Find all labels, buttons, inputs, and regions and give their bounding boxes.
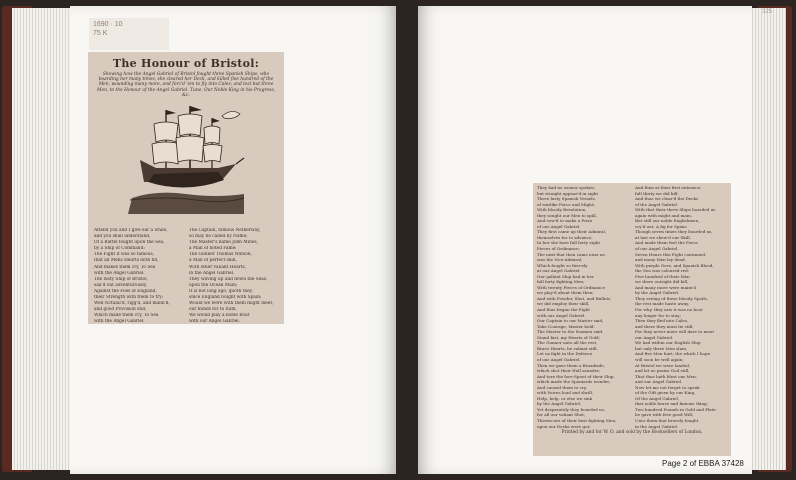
verse-line: since England fought with Spain: <box>189 295 262 301</box>
verse-line: Let us fight in the Defence <box>537 351 593 357</box>
verse-line: with Voices loud and shrill, <box>537 390 594 396</box>
verse-line: Which fought so fiercely <box>537 262 588 268</box>
verse-line: our Angel Gabriel. <box>635 334 674 340</box>
verse-line: It is not long ago, quoth they, <box>189 288 253 294</box>
verse-line: Our gallant Ship had in her <box>537 273 594 279</box>
verse-line: upon the Ocean Main; <box>189 282 238 288</box>
verse-line: of our Angel Gabriel. <box>537 356 581 362</box>
verse-line: Then we gave them a Broadside, <box>537 362 605 368</box>
verse-line: Well victuall'd, rigg'd, and mann'd, <box>94 301 170 307</box>
page-caption: Page 2 of EBBA 37428 <box>662 459 744 468</box>
verse-line: that noble brave and famous thing; <box>635 401 709 407</box>
verse-line: For they never more will dare to meet <box>635 329 714 335</box>
verse-line: Then they fled into Cales, <box>635 318 689 324</box>
verse-line: we play'd about them then; <box>537 290 594 296</box>
verse-line: We had within our English Ship <box>635 340 701 346</box>
verse-line: Unto them that bravely fought <box>635 417 699 423</box>
verse-line: And tore the fore-Spout of their Ship, <box>537 373 615 379</box>
verse-line: we did employ their skill, <box>537 301 590 307</box>
verse-line: Stand fast, my Hearts of Gold; <box>537 334 601 340</box>
shelfmark-line-1: 1690 · 10 <box>93 21 123 28</box>
ballad-right-text-columns <box>537 185 727 429</box>
verse-line: And caused them to cry, <box>537 384 587 390</box>
verse-line: with the Angel Gabriel. <box>94 270 145 276</box>
verse-line: full thirty we did kill; <box>635 190 679 196</box>
verse-line: the Sea was coloured red: <box>635 268 690 274</box>
ballad-sheet-right <box>533 183 731 456</box>
verse-line: They first came up their Admiral, <box>537 229 607 235</box>
verse-line: was the Vice-Admiral, <box>537 257 583 263</box>
verse-line: themselves for to advance, <box>537 234 593 240</box>
verse-line: The Captain, famous Netherway, <box>189 228 261 233</box>
verse-line: at last we shew'd our Skill, <box>635 234 691 240</box>
verse-line: that all Mens Hearts doth fill, <box>94 258 159 264</box>
verse-line: And with Powder, Shot, and Bullets, <box>537 295 612 301</box>
verse-line: With purple Gore, and Spanish Blood, <box>635 262 714 268</box>
verse-line: Two hundred Pounds in Gold and Plate <box>635 406 716 412</box>
verse-line: The next that then came near us, <box>537 251 606 257</box>
verse-line: and there they must lie still, <box>635 323 694 329</box>
verse-line: That thus hath blest our Men, <box>635 373 698 379</box>
shelfmark-line-2: 75 K <box>93 30 108 37</box>
verse-line: The Master's name John Mines, <box>189 240 258 246</box>
verse-line: and you shall understand, <box>94 234 151 240</box>
verse-line: Seven Hours this Fight continued, <box>635 251 707 257</box>
verse-line: We would play a noble Bout <box>189 313 250 319</box>
verse-line: Threescore of their best fighting Men, <box>537 417 617 423</box>
verse-line: which shot their Hull asunder; <box>537 368 601 374</box>
verse-line: And thus we clear'd the Decks <box>635 196 699 202</box>
verse-line: with our Angel Gabriel. <box>537 312 586 318</box>
verse-line: but only three Men slain, <box>635 345 688 351</box>
verse-line: And vow'd to make a Prize <box>537 218 593 224</box>
verse-line: which made the Spaniards wonder, <box>537 379 611 385</box>
verse-line: with our Angel Gabriel. <box>189 319 241 324</box>
verse-line: Against the Foes of England, <box>94 288 157 294</box>
shelfmark-label <box>89 18 169 50</box>
book-gutter <box>396 0 418 480</box>
verse-line: of the Angel Gabriel. <box>635 201 679 207</box>
verse-line: with the Angel Gabriel. <box>94 319 145 324</box>
verse-line: he gave with free good Will, <box>635 412 694 418</box>
verse-line: Five hundred of their Men <box>635 273 690 279</box>
verse-line: The Gunner Thomas Watson, <box>189 252 252 258</box>
verse-line: of warlike Force and Might; <box>537 201 595 207</box>
ballad-imprint: Printed by and for W. O. and sold by the Booksellers of London. <box>561 430 703 436</box>
ballad-right-column-2 <box>635 185 727 429</box>
ballad-right-column-1 <box>537 185 629 429</box>
verse-line: Now let me not forget to speak <box>635 384 700 390</box>
verse-line: will soon be well again; <box>635 356 684 362</box>
verse-line: Of the Angel Gabriel, <box>635 395 680 401</box>
verse-line: The Master to the Seamen said, <box>537 329 604 335</box>
verse-line: They had no sooner spoken, <box>537 185 596 190</box>
verse-line: In her she bore full forty eight <box>537 240 601 246</box>
verse-line: by the Angel Gabriel. <box>537 401 582 407</box>
verse-line: they sought our Men to spill, <box>537 212 597 218</box>
verse-line: and many Men lay dead, <box>635 257 686 263</box>
verse-line: our minds for to fulfil, <box>189 307 237 313</box>
ballad-left-column-2 <box>189 228 278 324</box>
verse-line: sail'd out adventurously, <box>94 282 148 288</box>
verse-line: of our Angel Gabriel. <box>537 223 581 229</box>
verse-line: upon our Decks were got; <box>537 423 591 429</box>
verse-line: With that their three Ships boarded us <box>635 207 716 213</box>
page-edges-left <box>12 8 72 470</box>
verse-line: the rest made haste away, <box>635 301 690 307</box>
verse-line: The Gunner unto all the rest, <box>537 340 598 346</box>
verse-line: They waving up and down the Seas, <box>189 276 268 282</box>
verse-line: full forty fighting Men; <box>537 279 585 285</box>
verse-line: And then at their first entrance, <box>635 185 702 190</box>
verse-line: at our Angel Gabriel. <box>537 268 581 274</box>
ship-woodcut-illustration <box>126 102 246 214</box>
ballad-left-column-1 <box>94 228 183 324</box>
verse-line: but straight appear'd in sight <box>537 190 598 196</box>
verse-line: Take Courage, Master bold: <box>537 323 595 329</box>
verse-line: of our Angel Gabriel. <box>635 246 679 252</box>
verse-line: And five Men hurt, the which I hope <box>635 351 711 357</box>
verse-line: But still our noble Englishmen, <box>635 218 700 224</box>
verse-line: And thus began the Fight <box>537 307 590 313</box>
verse-line: a Man of noted Fame: <box>189 246 237 252</box>
folio-number: 325 <box>762 9 773 15</box>
verse-line: and good Provision still, <box>94 307 147 313</box>
verse-line: And made them feel the Force <box>635 240 698 246</box>
verse-line: again with might and main, <box>635 212 693 218</box>
verse-line: With twenty Pieces of Ordinance <box>537 284 606 290</box>
verse-line: Yet desperately they boarded us, <box>537 406 606 412</box>
verse-line: At Bristol we were landed, <box>635 362 691 368</box>
verse-line: Attend you and I give ear a while, <box>94 228 168 233</box>
ballad-sheet-left <box>88 52 284 324</box>
verse-line: With bloody Resolution, <box>537 207 587 213</box>
ballad-left-text-columns <box>94 228 278 324</box>
verse-line: a Man of perfect skill, <box>189 258 237 264</box>
verse-line: Pieces of Ordinance; <box>537 246 580 252</box>
verse-line: Help, help, or else we sink <box>537 395 593 401</box>
verse-line: Brave Hearts, be valiant still, <box>537 345 598 351</box>
verse-line: by a Ship of Command: <box>94 246 145 252</box>
verse-line: The lusty Ship of Bristol, <box>94 276 148 282</box>
verse-line: Which made them cry, To Sea <box>94 313 159 319</box>
verse-line: we there outright did kill, <box>635 279 689 285</box>
verse-line: and our Angel Gabriel. <box>635 379 683 385</box>
verse-line: The Fight it was so famous, <box>94 252 155 258</box>
verse-line: in the Angel Gabriel. <box>189 270 235 276</box>
verse-line: Of a Battle fought upon the Sea, <box>94 240 165 246</box>
verse-line: and let us praise God still, <box>635 368 690 374</box>
page-edges-right <box>750 8 786 470</box>
verse-line: cry'd out, A fig for Spain: <box>635 223 688 229</box>
verse-line: for all our valiant Shot, <box>537 412 586 418</box>
verse-line: For why, they saw it was no boot <box>635 307 703 313</box>
verse-line: Three lusty Spanish Vessels, <box>537 196 596 202</box>
verse-line: Would we were with them might meet, <box>189 301 274 307</box>
verse-line: With other valiant Hearts, <box>189 264 246 270</box>
verse-line: their Strength with them to try: <box>94 295 164 301</box>
ballad-title: The Honour of Bristol: <box>112 57 260 70</box>
verse-line: And many more were maim'd <box>635 284 696 290</box>
verse-line: by the Angel Gabriel. <box>635 290 680 296</box>
verse-line: so may he called by Name; <box>189 234 248 240</box>
verse-line: of the Gift given by our King, <box>635 390 696 396</box>
verse-line: Though seven times they boarded us, <box>635 229 713 235</box>
verse-line: any longer for to stay; <box>635 312 681 318</box>
verse-line: They seeing of these bloody Spoils, <box>635 295 709 301</box>
verse-line: And makes them cry, To Sea <box>94 264 156 270</box>
verse-line: Our Captain to our Master said, <box>537 318 604 324</box>
ballad-subtitle: Shewing how the Angel Gabriel of Bristol fought three Spanish Ships, who boarding her many times, she cleared her Deck, and killed five hundred of the Men, wounding many more, and forc'd 'em to fly into Cales; and lost but three Men, to the Honour of the Angel Gabriel. Tune, Our Noble King in his Progress, &c. <box>97 72 275 98</box>
verse-line: in the Angel Gabriel. <box>635 423 679 429</box>
